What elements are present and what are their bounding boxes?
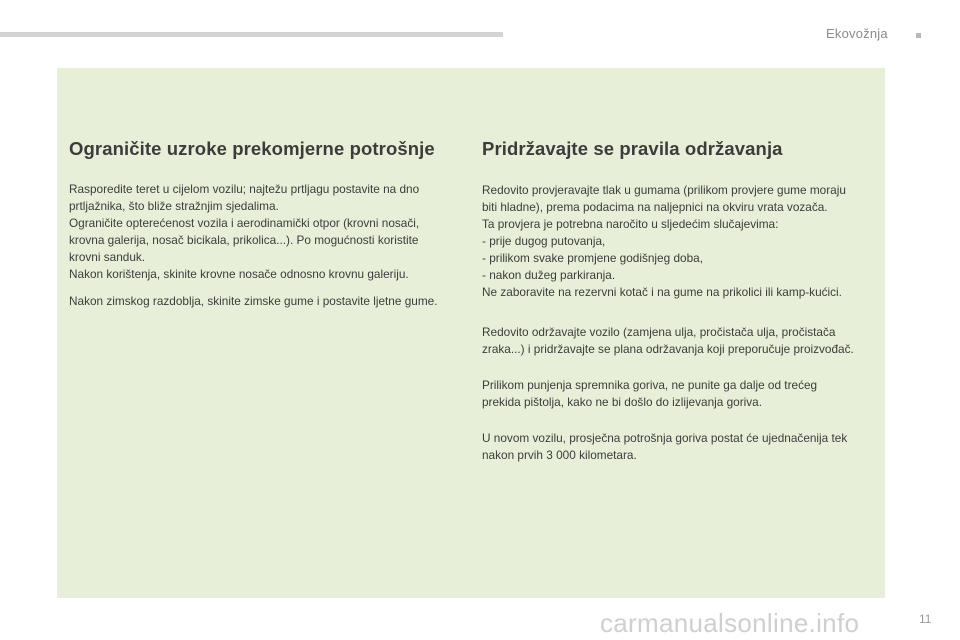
right-paragraph-3 — [482, 377, 817, 411]
page-number: 11 — [919, 612, 932, 626]
right-heading: Pridržavajte se pravila održavanja — [482, 138, 783, 159]
paragraph-text: U novom vozilu, prosječna potrošnja goriva postat će ujednačenija tek nakon prvih 3 000 kilometara. — [482, 431, 848, 462]
left-paragraph-1 — [69, 181, 419, 283]
content-panel — [57, 68, 885, 598]
right-paragraph-1 — [482, 182, 846, 301]
section-title: Ekovožnja — [826, 26, 888, 41]
section-marker — [916, 33, 921, 38]
paragraph-text: Rasporedite teret u cijelom vozilu; najtežu prtljagu postavite na dno prtljažnika, što bliže stražnjim sjedalima. Ograničite opterećenost vozila i aerodinamički otpor (krovni nosači, krovna galerija, nosač bicikala, prikolica...). Po mogućnosti koristite krovni sanduk. Nakon korištenja, skinite krovne nosače odnosno krovnu galeriju. — [69, 182, 420, 281]
header-rule — [0, 32, 503, 37]
paragraph-text: Prilikom punjenja spremnika goriva, ne punite ga dalje od trećeg prekida pištolja, kako ne bi došlo do izlijevanja goriva. — [482, 378, 818, 409]
right-paragraph-4 — [482, 430, 847, 464]
left-heading: Ograničite uzroke prekomjerne potrošnje — [69, 138, 435, 159]
paragraph-text: Redovito provjeravajte tlak u gumama (prilikom provjere gume moraju biti hladne), prema podacima na naljepnici na okviru vrata vozača. Ta provjera je potrebna naročito u sljedećim slučajevima: - prije dugog putovanja, - prilikom svake promjene godišnjeg doba, - nakon dužeg parkiranja. Ne zaboravite na rezervni kotač i na gume na prikolici ili kamp-kućici. — [482, 183, 846, 299]
watermark: carmanualsonline.info — [600, 608, 860, 638]
paragraph-text: Redovito održavajte vozilo (zamjena ulja, pročistača ulja, pročistača zraka...) i pridržavajte se plana održavanja koji preporučuje proizvođač. — [482, 325, 854, 356]
left-paragraph-2 — [69, 293, 438, 310]
paragraph-text: Nakon zimskog razdoblja, skinite zimske gume i postavite ljetne gume. — [69, 294, 438, 308]
right-paragraph-2 — [482, 324, 854, 358]
